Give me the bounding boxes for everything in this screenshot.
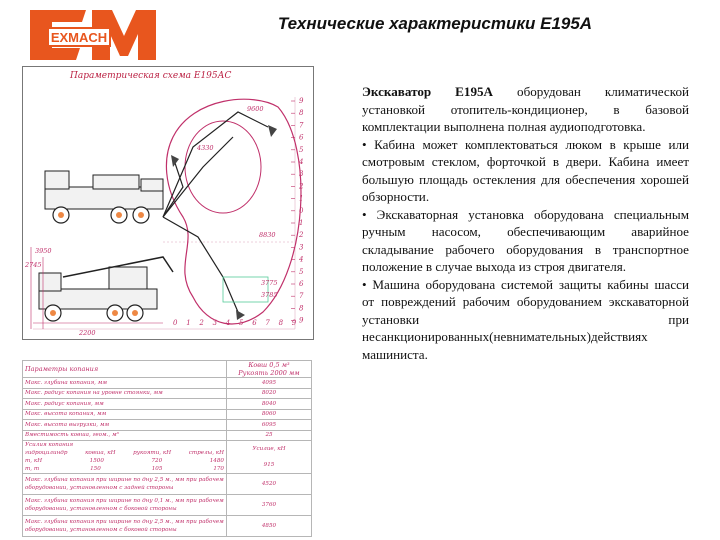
table-header-label: Параметры копания	[23, 361, 227, 378]
table-row-value: 4095	[227, 378, 312, 389]
ruler-tick-label: 5	[239, 319, 244, 327]
page-title: Технические характеристики Е195А	[277, 14, 593, 33]
dim-label: 9600	[247, 105, 264, 113]
table-header-value: Ковш 0,5 м³ Рукоять 2000 мм	[227, 361, 312, 378]
dim-label: 3785	[261, 291, 278, 299]
table-row-value: 3760	[227, 495, 312, 516]
exmach-logo	[24, 6, 162, 62]
ruler-tick-label: 3	[299, 170, 304, 179]
ruler-tick-label: 5	[299, 145, 304, 154]
description-bullet: • Кабина может комплектоваться люком в крыше или смотровым стеклом, форточкой в двери. Кабина имеет большую площадь остекления для обеспечения хорошей обзорности.	[362, 136, 689, 204]
scheme-title: Параметрическая схема Е195АС	[70, 71, 232, 81]
parametric-scheme	[22, 66, 314, 340]
ruler-tick-label: 6	[252, 319, 257, 327]
table-row-value: 6095	[227, 420, 312, 431]
ruler-tick-label: 2	[299, 182, 304, 191]
scheme-drawing	[23, 67, 313, 339]
ruler-tick-label: 9	[299, 316, 304, 325]
dim-label: 3775	[261, 279, 278, 287]
table-row-value: 8020	[227, 388, 312, 399]
ruler-tick-label: 5	[299, 267, 304, 276]
truck-lower	[39, 267, 157, 309]
description-text	[362, 83, 689, 363]
description-bullet: • Машина оборудована системой защиты кабины шасси от повреждений рабочим оборудованием экскаваторной установки при несанкционированных(невнимательных)действиях машиниста.	[362, 276, 689, 362]
table-row-label: Макс. глубина копания, мм	[23, 378, 227, 389]
truck-lower-hubs	[50, 310, 138, 316]
forces-cell: Усилия копания гидроцилиндр ковша, кН рукояти, кН стрелы, кН т, кН 1500 720 1480 т, т 150 105 170	[23, 441, 227, 474]
description-lead: Экскаватор Е195А оборудован климатической установкой отопитель-кондиционер, в базовой комплектации выполнена полная аудиоподготовка.	[362, 84, 689, 134]
ruler-tick-label: 2	[299, 231, 304, 240]
dim-label: 2200	[79, 329, 96, 337]
table-row-label: Макс. радиус копания на уровне стоянки, мм	[23, 388, 227, 399]
ruler-tick-label: 1	[299, 219, 304, 227]
dim-label: 3950	[35, 247, 52, 255]
ruler-tick-label: 0	[299, 206, 304, 215]
ruler-tick-label: 6	[299, 133, 304, 142]
table-row-value: 4850	[227, 516, 312, 537]
ruler-tick-label: 4	[225, 319, 231, 327]
ruler-tick-label: 0	[173, 319, 178, 327]
ruler-tick-label: 1	[186, 319, 191, 327]
ruler-tick-label: 4	[299, 255, 304, 264]
table-row-value: 8060	[227, 409, 312, 420]
table-row-value: 25	[227, 430, 312, 441]
dim-label: 8830	[259, 231, 276, 239]
table-row-label: Макс. высота выгрузки, мм	[23, 420, 227, 431]
logo-text: EXMACH	[50, 30, 108, 45]
right-ruler	[291, 97, 304, 325]
table-row-label: Вместимость ковша, геом., м³	[23, 430, 227, 441]
ruler-tick-label: 3	[299, 243, 304, 252]
table-row-label: Макс. глубина копания при ширине по дну 2,5 м., мм при рабочем оборудовании, установленном с задней стороны	[23, 474, 227, 495]
ruler-tick-label: 8	[278, 319, 284, 327]
ruler-tick-label: 7	[265, 319, 270, 327]
ruler-tick-label: 9	[291, 319, 297, 327]
description-bullet: • Экскаваторная установка оборудована специальным ручным насосом, обеспечивающим аварийное складывание рабочего оборудования в транспортное положение в случае выхода из строя двигателя.	[362, 206, 689, 274]
ruler-tick-label: 8	[299, 109, 304, 118]
truck-upper	[45, 171, 163, 209]
dim-label: 2745	[25, 261, 42, 269]
table-row-label: Макс. радиус копания, мм	[23, 399, 227, 410]
ruler-tick-label: 9	[299, 97, 304, 105]
table-row-value: 4520	[227, 474, 312, 495]
truck-upper-hubs	[58, 212, 144, 218]
dim-label: 4330	[197, 144, 214, 152]
ruler-tick-label: 2	[199, 319, 204, 327]
forces-value: Усилие, кН 915	[227, 441, 312, 474]
ruler-tick-label: 3	[212, 319, 218, 327]
ruler-tick-label: 8	[299, 304, 304, 313]
ruler-tick-label: 7	[299, 121, 304, 130]
bottom-ruler	[173, 319, 297, 327]
ruler-tick-label: 4	[299, 158, 304, 166]
table-row-value: 8040	[227, 399, 312, 410]
ruler-tick-label: 6	[299, 280, 304, 288]
ruler-tick-label: 1	[299, 194, 304, 203]
table-row-label: Макс. высота копания, мм	[23, 409, 227, 420]
inner-envelope	[185, 121, 261, 213]
table-row-label: Макс. глубина копания при ширине по дну 2,5 м., мм при рабочем оборудовании, установленном с боковой стороны	[23, 516, 227, 537]
table-row-label: Макс. глубина копания при ширине по дну 0,1 м., мм при рабочем оборудовании, установленном с боковой стороны	[23, 495, 227, 516]
parameters-table	[22, 360, 312, 538]
ruler-tick-label: 7	[299, 292, 304, 301]
